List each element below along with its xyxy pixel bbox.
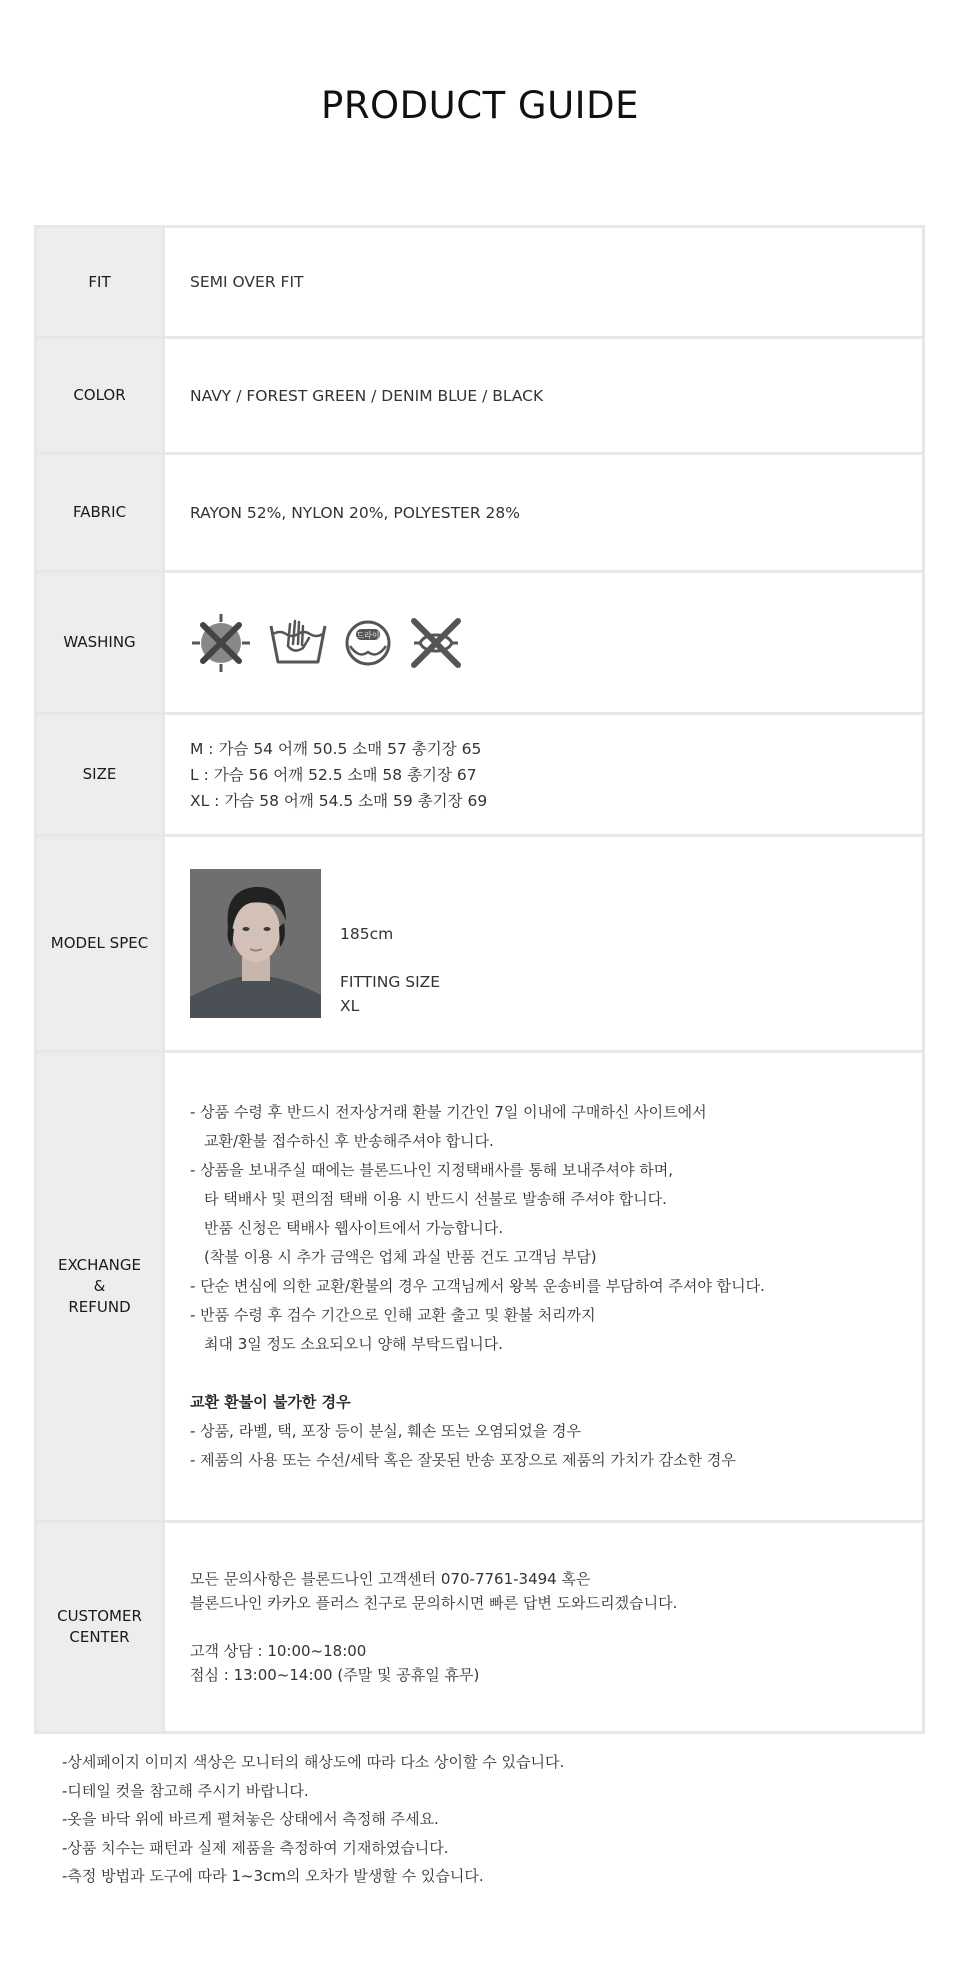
center-line: 블론드나인 카카오 플러스 친구로 문의하시면 빠른 답변 도와드리겠습니다. [190,1594,678,1612]
exchange-line: - 단순 변심에 의한 교환/환불의 경우 고객님께서 왕복 운송비를 부담하여 주셔야 합니다. [190,1277,765,1295]
size-label: SIZE [37,715,165,834]
fabric-value: RAYON 52%, NYLON 20%, POLYESTER 28% [190,503,520,522]
fit-row [37,228,922,339]
exchange-refund-label: EXCHANGE & REFUND [37,1053,165,1520]
page-title: PRODUCT GUIDE [321,84,639,127]
exchange-refund-value [165,1053,922,1520]
no-refund-case: - 상품, 라벨, 택, 포장 등이 분실, 훼손 또는 오염되었을 경우 [190,1422,581,1440]
fitting-size-label: FITTING SIZE [340,973,441,991]
size-line-l: L : 가슴 56 어깨 52.5 소매 58 총기장 67 [190,765,477,784]
exchange-line: (착불 이용 시 추가 금액은 업체 과실 반품 건도 고객님 부담) [204,1248,597,1266]
exchange-line: - 상품을 보내주실 때에는 블론드나인 지정택배사를 통해 보내주셔야 하며, [190,1161,674,1179]
dry-clean-text: 드라이 [356,630,380,640]
hand-wash-icon [268,618,328,668]
size-line-xl: XL : 가슴 58 어깨 54.5 소매 59 총기장 69 [190,791,488,810]
model-spec-label: MODEL SPEC [37,837,165,1050]
no-bleach-icon [408,615,464,671]
notice-item: -측정 방법과 도구에 따라 1~3cm의 오차가 발생할 수 있습니다. [62,1867,484,1885]
product-guide-table [34,225,925,1734]
model-spec-value [165,837,922,1050]
center-hours: 고객 상담 : 10:00~18:00 [190,1642,367,1660]
exchange-line: 타 택배사 및 편의점 택배 이용 시 반드시 선불로 발송해 주셔야 합니다. [204,1190,667,1208]
exchange-refund-row [37,1053,922,1523]
fabric-label: FABRIC [37,455,165,570]
fitting-size-value: XL [340,997,360,1015]
color-row [37,339,922,455]
no-tumble-dry-icon [190,612,252,674]
model-height: 185cm [340,925,394,943]
size-row [37,715,922,837]
exchange-line: 최대 3일 정도 소요되오니 양해 부탁드립니다. [204,1335,503,1353]
notice-item: -디테일 컷을 참고해 주시기 바랍니다. [62,1781,309,1800]
center-line: 모든 문의사항은 블론드나인 고객센터 070-7761-3494 혹은 [190,1570,591,1588]
notice-item: -옷을 바닥 위에 바르게 펼쳐놓은 상태에서 측정해 주세요. [62,1810,439,1828]
customer-center-row [37,1523,922,1731]
notice-item: -상품 치수는 패턴과 실제 제품을 측정하여 기재하였습니다. [62,1838,449,1857]
customer-center-label: CUSTOMER CENTER [37,1523,165,1731]
fabric-row [37,455,922,573]
washing-label: WASHING [37,573,165,712]
washing-row [37,573,922,715]
model-photo [190,869,321,1018]
model-spec-row [37,837,922,1053]
exchange-line: - 상품 수령 후 반드시 전자상거래 환불 기간인 7일 이내에 구매하신 사이트에서 [190,1103,707,1121]
color-value: NAVY / FOREST GREEN / DENIM BLUE / BLACK [190,386,544,405]
exchange-line: 반품 신청은 택배사 웹사이트에서 가능합니다. [204,1219,504,1237]
color-label: COLOR [37,339,165,452]
dry-clean-icon [344,619,392,667]
exchange-line: 교환/환불 접수하신 후 반송해주셔야 합니다. [204,1132,494,1150]
washing-value [165,573,922,712]
size-value [165,715,922,834]
fit-value: SEMI OVER FIT [190,273,304,291]
no-refund-case: - 제품의 사용 또는 수선/세탁 혹은 잘못된 반송 포장으로 제품의 가치가 감소한 경우 [190,1451,736,1469]
no-refund-heading: 교환 환불이 불가한 경우 [190,1393,351,1411]
center-lunch: 점심 : 13:00~14:00 (주말 및 공휴일 휴무) [190,1666,480,1684]
notice-item: -상세페이지 이미지 색상은 모니터의 해상도에 따라 다소 상이할 수 있습니다. [62,1753,565,1771]
notice-list [62,1748,922,1891]
exchange-line: - 반품 수령 후 검수 기간으로 인해 교환 출고 및 환불 처리까지 [190,1306,596,1324]
fit-label: FIT [37,228,165,336]
washing-icons [190,612,922,674]
customer-center-value [165,1523,922,1731]
size-line-m: M : 가슴 54 어깨 50.5 소매 57 총기장 65 [190,739,482,758]
